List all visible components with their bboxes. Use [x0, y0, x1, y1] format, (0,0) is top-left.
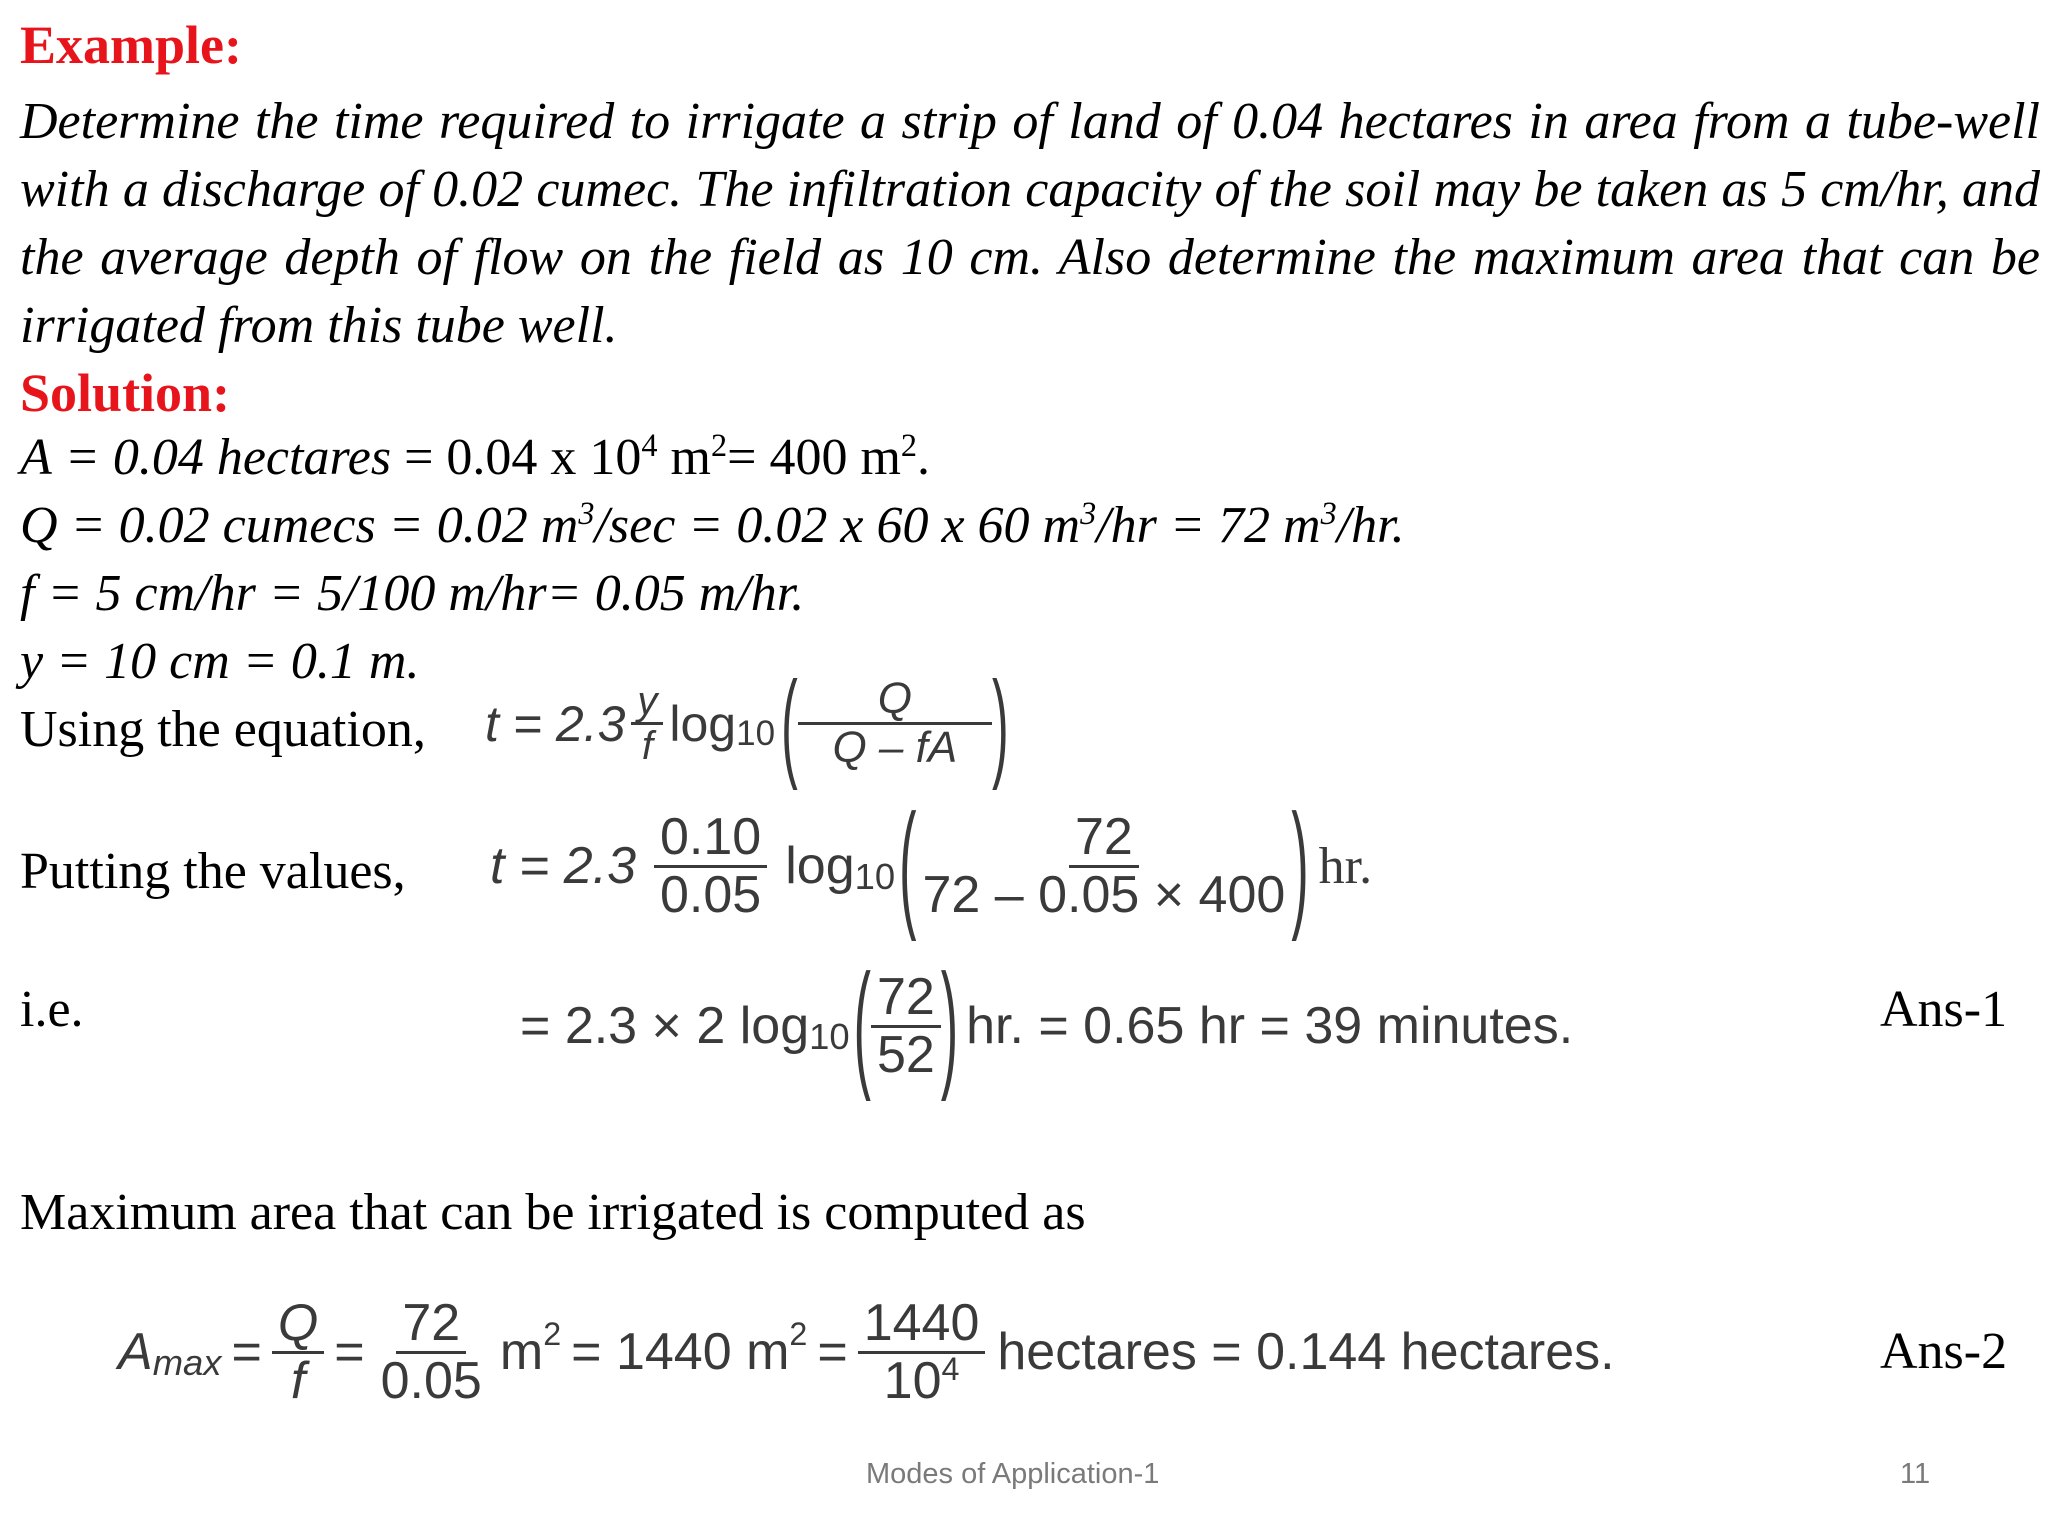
given-discharge: Q = 0.02 cumecs = 0.02 $m^3/\sec = 0.02$ x 60 x 60 $m^3/hr = 72$ $m^3/hr$. [20, 495, 1405, 554]
q-fraction: $\frac{Q}{Q - fA}$ [798, 676, 992, 771]
putting-values-label: Putting the values, [20, 843, 406, 900]
given-infiltration: f = 5 cm/hr = 5/100 m/hr= 0.05 m/hr. [20, 565, 805, 622]
max-area-text: Maximum area that can be irrigated is computed as [20, 1184, 1086, 1241]
given-depth: y = 10 cm = 0.1 m. [20, 633, 420, 690]
ie-label: i.e. [20, 981, 84, 1038]
1440-over-10000: $\frac{1440}{10^4}$ [858, 1296, 986, 1408]
depth-ratio: $\frac{0.10}{0.05}$ [654, 810, 767, 922]
equation-values: t = 2.3 $\frac{0.10}{0.05}$ log 10 ( $\frac{72}{72 - 0.05 \times 400}$ ) hr. [490, 787, 1373, 945]
seventytwo-over-005: $\frac{72}{0.05}$ [380, 1294, 482, 1410]
given-area: A = 0.04 hectares = 0.04 x $10^4$ $m^2= 400$ $m^2$. [20, 427, 931, 486]
solution-heading: Solution: [20, 363, 231, 423]
equation-max-area: A max = $\frac{Q}{f}$ = $\frac{72}{0.05}$ m $^2$ = 1440 m $^2$ = $\frac{1440}{10^4}$ hectares = 0.144 hectares. [118, 1294, 1615, 1410]
y-over-f: $\frac{y}{f}$ [631, 680, 663, 767]
answer-1-label: Ans-1 [1880, 981, 2008, 1038]
equation-general: t = 2.3 $\frac{y}{f}$ log 10 ( $\frac{Q}{Q - fA}$ ) [485, 656, 1009, 791]
example-heading: Example: [20, 15, 242, 75]
ratio-72-52: $\frac{72}{52}$ [871, 970, 941, 1082]
q-over-f: $\frac{Q}{f}$ [272, 1296, 324, 1408]
inner-fraction: $\frac{72}{72 - 0.05 \times 400}$ [922, 808, 1286, 924]
using-equation-label: Using the equation, [20, 701, 426, 758]
answer-2-label: Ans-2 [1880, 1323, 2008, 1380]
problem-statement: Determine the time required to irrigate a strip of land of 0.04 hectares in area from a tube-well with a discharge of 0.02 cumec. The infiltration capacity of the soil may be taken as 5 cm/hr, and the average depth of flow on the field as 10 cm. Also determine the maximum area that can be irrigated from this tube well. [20, 93, 2040, 354]
page-number: 11 [1900, 1458, 1931, 1490]
equation-result: = 2.3 × 2 log 10 ( $\frac{72}{52}$ ) hr. = 0.65 hr = 39 minutes. [520, 947, 1574, 1105]
footer-title: Modes of Application-1 [866, 1458, 1160, 1490]
